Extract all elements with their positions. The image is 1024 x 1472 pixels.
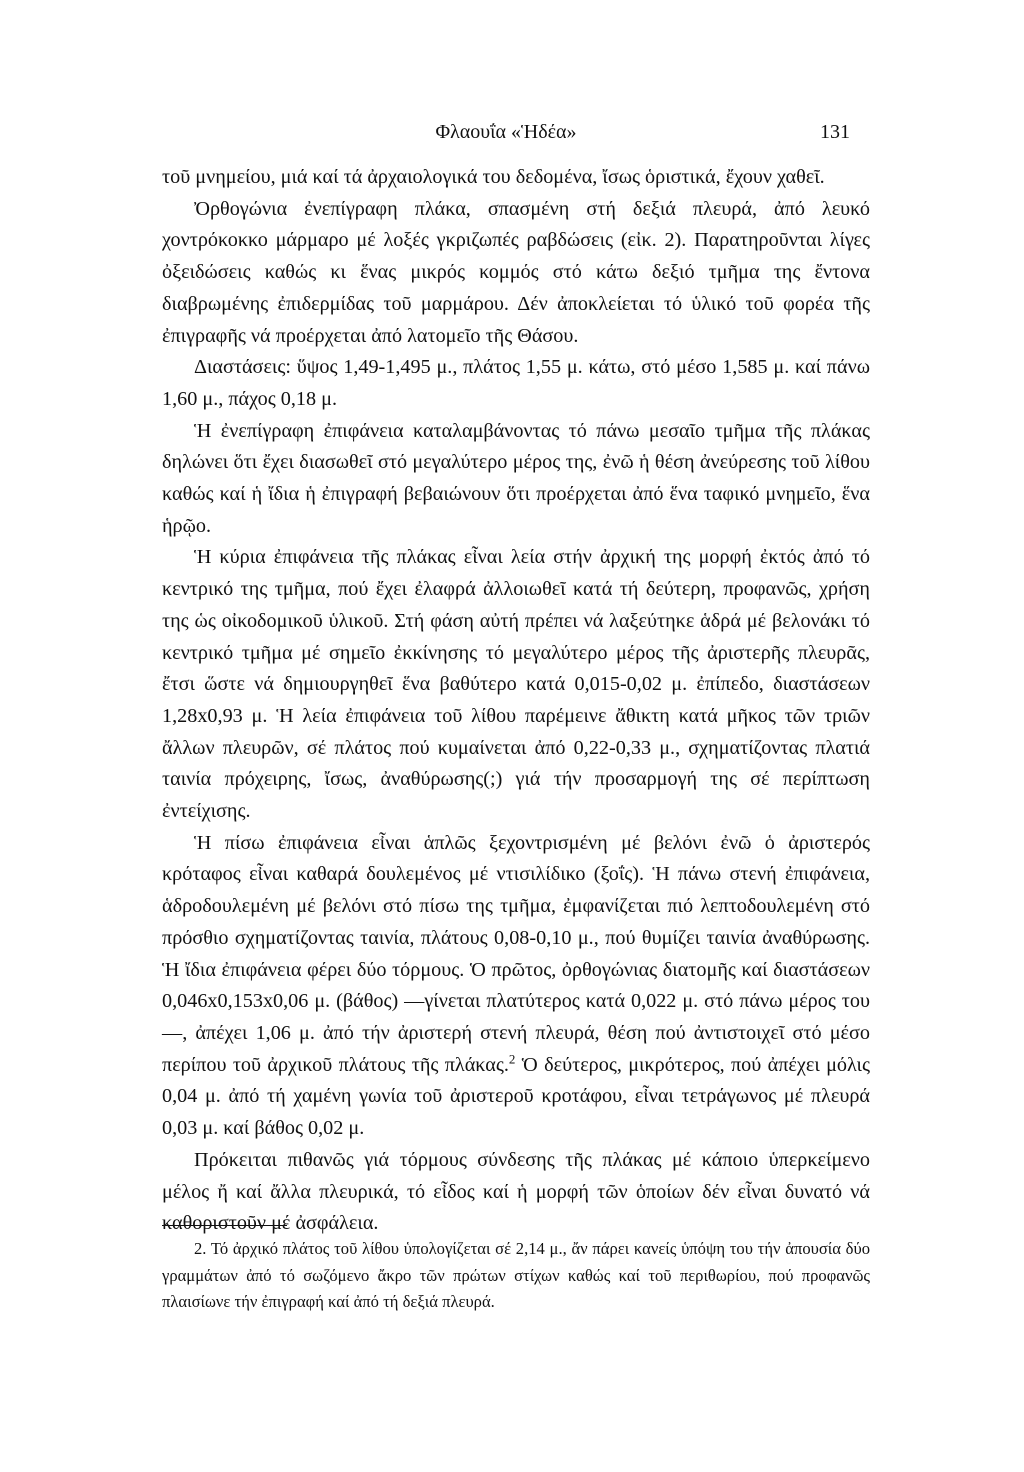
- paragraph-inscribed-surface: Ἡ ἐνεπίγραφη ἐπιφάνεια καταλαμβάνοντας τό πάνω μεσαῖο τμῆμα τῆς πλάκας δηλώνει ὅτι ἔχει διασωθεῖ στό μεγαλύτερο μέρος της, ἐνῶ ἡ θέση ἀνεύρεσης τοῦ λίθου καθώς καί ἡ ἴδια ἡ ἐπιγραφή βεβαιώνουν ὅτι προέρχεται ἀπό ἕνα ταφικό μνημεῖο, ἕνα ἡρῷο.: [162, 419, 870, 537]
- paragraph-main-surface: Ἡ κύρια ἐπιφάνεια τῆς πλάκας εἶναι λεία στήν ἀρχική της μορφή ἐκτός ἀπό τό κεντρικό της τμῆμα, πού ἔχει ἐλαφρά ἀλλοιωθεῖ κατά τή δεύτερη, προφανῶς, χρήση της ὡς οἰκοδομικοῦ ὑλικοῦ. Στή φάση αὐτή πρέπει νά λαξεύτηκε ἁδρά μέ βελονάκι τό κεντρικό τμῆμα μέ σημεῖο ἐκκίνησης τό μεγαλύτερο μέρος τῆς ἀριστερῆς πλευρᾶς, ἔτσι ὥστε νά δημιουργηθεῖ ἕνα βαθύτερο κατά 0,015-0,02 μ. ἐπίπεδο, διαστάσεων 1,28x0,93 μ. Ἡ λεία ἐπιφάνεια τοῦ λίθου παρέμεινε ἄθικτη κατά μῆκος τῶν τριῶν ἄλλων πλευρῶν, σέ πλάτος πού κυμαίνεται ἀπό 0,22-0,33 μ., σχηματίζοντας πλατιά ταινία πρόχειρης, ἴσως, ἀναθύρωσης(;) γιά τήν προσαρμογή της σέ περίπτωση ἐντείχισης.: [162, 546, 870, 823]
- footnote-reference: 2: [508, 1050, 516, 1066]
- footnote: 2. Τό ἀρχικό πλάτος τοῦ λίθου ὑπολογίζεται σέ 2,14 μ., ἄν πάρει κανείς ὑπόψη του τήν ἀπουσία δύο γραμμάτων ἀπό τό σωζόμενο ἄκρο τῶν πρώτων στίχων καθώς καί τοῦ περιθωρίου, πού προφανῶς πλαισίωνε τήν ἐπιγραφή καί ἀπό τή δεξιά πλευρά.: [162, 1239, 870, 1311]
- paragraph-back-surface: [162, 828, 870, 1145]
- paragraph-continued: τοῦ μνημείου, μιά καί τά ἀρχαιολογικά του δεδομένα, ἴσως ὁριστικά, ἔχουν χαθεῖ.: [162, 166, 825, 188]
- running-title: Φλαουΐα «Ἡδέα»: [435, 121, 577, 143]
- paragraph-back-surface-tail: Ὁ δεύτερος, μικρότερος, πού ἀπέχει μόλις 0,04 μ. ἀπό τή χαμένη γωνία τοῦ ἀριστεροῦ κροτάφου, εἶναι τετράγωνος μέ πλευρά 0,03 μ. καί βάθος 0,02 μ.: [162, 1053, 870, 1140]
- body-text: [162, 162, 870, 1240]
- page-number: 131: [820, 121, 850, 143]
- paragraph-conclusion: Πρόκειται πιθανῶς γιά τόρμους σύνδεσης τῆς πλάκας μέ κάποιο ὑπερκείμενο μέλος ἤ καί ἄλλα πλευρικά, τό εἶδος καί ἡ μορφή τῶν ὁποίων δέν εἶναι δυνατό νά καθοριστοῦν μέ ἀσφάλεια.: [162, 1148, 870, 1235]
- running-header: [162, 119, 850, 145]
- footnote-divider: [162, 1225, 287, 1226]
- paragraph-back-surface-text: Ἡ πίσω ἐπιφάνεια εἶναι ἁπλῶς ξεχοντρισμένη μέ βελόνι ἐνῶ ὁ ἀριστερός κρόταφος εἶναι καθαρά δουλεμένος μέ ντισιλίδικο (ξοΐς). Ἡ πάνω στενή ἐπιφάνεια, ἁδροδουλεμένη μέ βελόνι στό πίσω της τμῆμα, ἐμφανίζεται πιό λεπτοδουλεμένη στό πρόσθιο σχηματίζοντας ταινία, πλάτους 0,08-0,10 μ., πού θυμίζει ταινία ἀναθύρωσης. Ἡ ἴδια ἐπιφάνεια φέρει δύο τόρμους. Ὁ πρῶτος, ὀρθογώνιας διατομῆς καί διαστάσεων 0,046x0,153x0,06 μ. (βάθος) —γίνεται πλατύτερος κατά 0,022 μ. στό πάνω μέρος του—, ἀπέχει 1,06 μ. ἀπό τήν ἀριστερή στενή πλευρά, θέση πού ἀντιστοιχεῖ στό μέσο περίπου τοῦ ἀρχικοῦ πλάτους τῆς πλάκας.: [162, 831, 870, 1076]
- paragraph-dimensions: Διαστάσεις: ὕψος 1,49-1,495 μ., πλάτος 1,55 μ. κάτω, στό μέσο 1,585 μ. καί πάνω 1,60 μ., πάχος 0,18 μ.: [162, 356, 870, 410]
- paragraph-description: Ὀρθογώνια ἐνεπίγραφη πλάκα, σπασμένη στή δεξιά πλευρά, ἀπό λευκό χοντρόκοκκο μάρμαρο μέ λοξές γκριζωπές ραβδώσεις (εἰκ. 2). Παρατηροῦνται λίγες ὀξειδώσεις καθώς κι ἕνας μικρός κομμός στό κάτω δεξιό τμῆμα της ἔντονα διαβρωμένης ἐπιδερμίδας τοῦ μαρμάρου. Δέν ἀποκλείεται τό ὑλικό τοῦ φορέα τῆς ἐπιγραφῆς νά προέρχεται ἀπό λατομεῖο τῆς Θάσου.: [162, 197, 870, 347]
